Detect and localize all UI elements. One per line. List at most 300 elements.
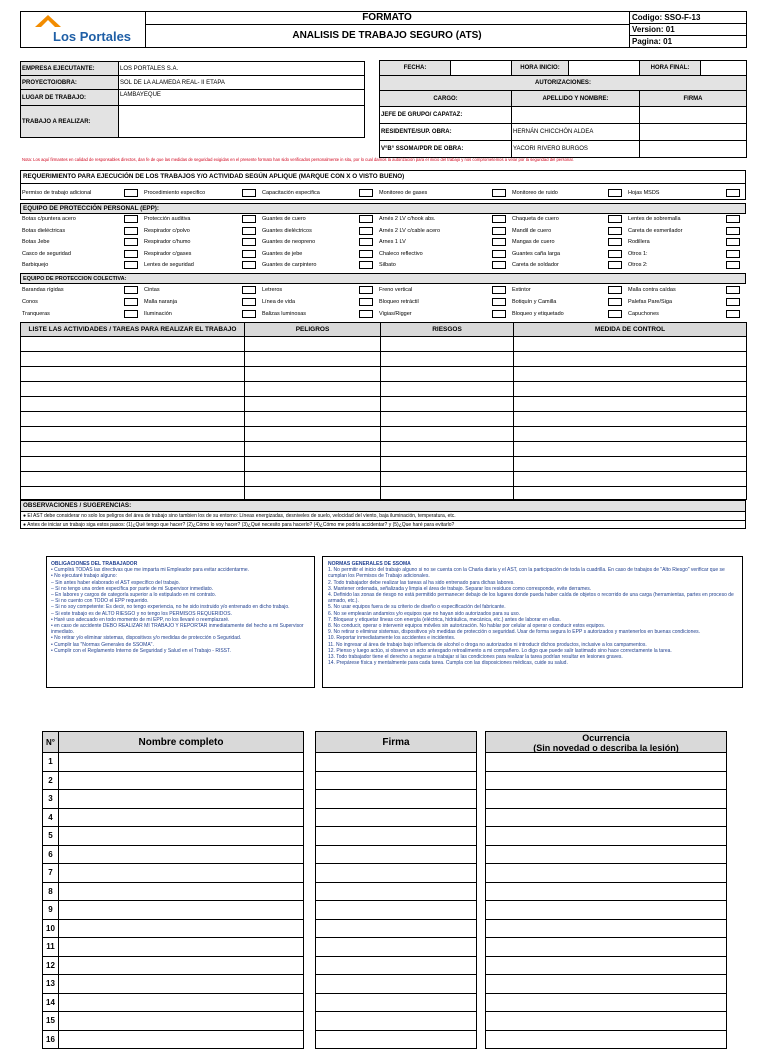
checklist-label: Cintas: [144, 287, 160, 293]
checkbox[interactable]: [359, 261, 373, 269]
checkbox[interactable]: [492, 250, 506, 258]
norma-line: 10. Reportar inmediatamente los accidentes e incidentes.: [328, 635, 737, 641]
residente-label: RESIDENTE/SUP. OBRA:: [380, 124, 512, 141]
checklist-label: Careta de esmerilador: [628, 228, 682, 234]
row-number: 2: [42, 772, 59, 791]
jefe-label: JEFE DE GRUPO/ CAPATAZ:: [380, 107, 512, 124]
checklist-label: Guantes de cuero: [262, 216, 306, 222]
empresa-label: EMPRESA EJECUTANTE:: [21, 62, 119, 76]
norma-line: 5. No usar equipos fuera de su criterio de diseño o especificación del fabricante.: [328, 604, 737, 610]
firma-cell[interactable]: [315, 920, 477, 939]
row-number: 12: [42, 957, 59, 976]
checklist-label: Permiso de trabajo adicional: [22, 190, 91, 196]
checkbox[interactable]: [608, 261, 622, 269]
checklist-label: Procedimiento especifico: [144, 190, 205, 196]
checkbox[interactable]: [242, 298, 256, 306]
firma-cell[interactable]: [315, 1012, 477, 1031]
checkbox[interactable]: [492, 261, 506, 269]
pagina: Pagina: 01: [630, 36, 747, 47]
lugar-value: LAMBAYEQUE: [119, 90, 365, 106]
checkbox[interactable]: [726, 250, 740, 258]
obligaciones-title: OBLIGACIONES DEL TRABAJADOR: [51, 561, 310, 567]
actividades-cell[interactable]: [514, 337, 746, 352]
checklist-label: Otros 1:: [628, 251, 648, 257]
firma-cell[interactable]: [315, 994, 477, 1013]
checkbox[interactable]: [726, 310, 740, 318]
row-number: 3: [42, 790, 59, 809]
normas-box: [322, 556, 743, 688]
page-title: ANALISIS DE TRABAJO SEGURO (ATS): [145, 25, 629, 47]
row-number: 10: [42, 920, 59, 939]
checklist-label: Careta de soldador: [512, 262, 559, 268]
logo-icon: [35, 15, 61, 29]
firma-cell[interactable]: [315, 753, 477, 772]
checkbox[interactable]: [242, 215, 256, 223]
checkbox[interactable]: [608, 286, 622, 294]
checkbox[interactable]: [359, 227, 373, 235]
proyecto-value: SOL DE LA ALAMEDA REAL- II ETAPA: [119, 76, 365, 90]
firma-cell[interactable]: [315, 975, 477, 994]
checkbox[interactable]: [124, 227, 138, 235]
actividades-cell[interactable]: [245, 412, 381, 427]
row-number: 14: [42, 994, 59, 1013]
actividades-table: [20, 322, 747, 500]
firma-cell[interactable]: [315, 790, 477, 809]
ocurrencia-cell[interactable]: [485, 772, 727, 791]
row-number: 5: [42, 827, 59, 846]
checklist-label: Guantes caña larga: [512, 251, 560, 257]
epp-grid: [22, 215, 746, 273]
checklist-label: Guantes de jebe: [262, 251, 302, 257]
ocurrencia-sub: (Sin novedad o describa la lesión): [486, 743, 726, 753]
proyecto-label: PROYECTO/OBRA:: [21, 76, 119, 90]
checkbox[interactable]: [608, 298, 622, 306]
norma-line: 11. No ingresar al área de trabajo bajo influencia de alcohol o droga no autorizados ni introducir dichos productos, inclusive a los campamentos.: [328, 642, 737, 648]
checkbox[interactable]: [726, 215, 740, 223]
actividades-cell[interactable]: [381, 427, 514, 442]
actividades-cell[interactable]: [514, 442, 746, 457]
colectiva-title-bar: [20, 273, 746, 284]
checkbox[interactable]: [608, 215, 622, 223]
checkbox[interactable]: [492, 310, 506, 318]
checklist-label: Guantes dieléctricos: [262, 228, 312, 234]
checklist-label: Palefas Pare/Siga: [628, 299, 672, 305]
nombre-cell[interactable]: [59, 827, 304, 846]
obligacion-line: • en caso de accidente DEBO REALIZAR MI TRABAJO Y REPORTAR inmediatamente del hecho a mi Supervisor inmediato.: [51, 623, 310, 635]
checkbox[interactable]: [242, 310, 256, 318]
checkbox[interactable]: [242, 250, 256, 258]
nombre-cell[interactable]: [59, 1031, 304, 1049]
checkbox[interactable]: [124, 310, 138, 318]
cargo-label: CARGO:: [380, 91, 512, 107]
actividades-cell[interactable]: [245, 457, 381, 472]
row-number: 11: [42, 938, 59, 957]
nombre-cell[interactable]: [59, 957, 304, 976]
actividades-cell[interactable]: [514, 382, 746, 397]
checklist-label: Capuchones: [628, 311, 659, 317]
ocurrencia-cell[interactable]: [485, 753, 727, 772]
obligacion-line: – En labores y cargos de categoría superior a lo estipulado en mi contrato.: [51, 592, 310, 598]
checklist-label: Otros 2:: [628, 262, 648, 268]
residente-name: HERNÁN CHICCHÓN ALDEA: [512, 124, 640, 141]
checklist-label: Iluminación: [144, 311, 172, 317]
observaciones-section: [20, 500, 746, 529]
observaciones-line1: ● El AST debe considerar no solo los peligros del área de trabajo sino tambien los de su entorno: Líneas energizadas, desniveles de suelo, velocidad del viento, baja iluminación, temperatura, etc.: [21, 512, 745, 521]
checkbox[interactable]: [726, 189, 740, 197]
obligacion-line: – Sin antes haber elaborado el AST específico del trabajo.: [51, 580, 310, 586]
normas-list: [328, 567, 737, 666]
actividades-col3: RIESGOS: [381, 323, 514, 337]
checkbox[interactable]: [359, 189, 373, 197]
firma-cell[interactable]: [315, 901, 477, 920]
checklist-label: Silbato: [379, 262, 396, 268]
checklist-label: Malla contra caídas: [628, 287, 676, 293]
checklist-label: Mandil de cuero: [512, 228, 551, 234]
row-number: 16: [42, 1031, 59, 1049]
norma-line: 4. Definido las zonas de riesgo no está permitido permanecer debajo de los lugares donde pueda haber caída de objetos o recorrido de una carga (herramientas, partes en proceso de armado, etc.).: [328, 592, 737, 604]
firma-cell[interactable]: [315, 883, 477, 902]
actividades-cell[interactable]: [381, 472, 514, 487]
checkbox[interactable]: [492, 286, 506, 294]
epp-title-bar: [20, 203, 746, 214]
firma-cell[interactable]: [315, 827, 477, 846]
checkbox[interactable]: [492, 238, 506, 246]
nota-text: Nota: Los aquí firmantes en calidad de responsables directos, dan fe de que las medidas de seguridad exigidas en el presente formato han sido verificados personalmente in situ, por lo cual damos la autorización para el inicio del trabajo y nos comprometemos a velar por la seguridad del personal.: [22, 157, 748, 162]
checklist-label: Botiquín y Camilla: [512, 299, 556, 305]
actividades-cell[interactable]: [21, 367, 245, 382]
ocurrencia-cell[interactable]: [485, 901, 727, 920]
lugar-label: LUGAR DE TRABAJO:: [21, 90, 119, 106]
checkbox[interactable]: [124, 250, 138, 258]
nombre-cell[interactable]: [59, 901, 304, 920]
autorizaciones-table: [379, 60, 747, 158]
nombre-cell[interactable]: [59, 994, 304, 1013]
checkbox[interactable]: [359, 310, 373, 318]
actividades-cell[interactable]: [245, 442, 381, 457]
colectiva-grid: [22, 287, 746, 321]
actividades-cell[interactable]: [245, 337, 381, 352]
actividades-col4: MEDIDA DE CONTROL: [514, 323, 746, 337]
actividades-cell[interactable]: [514, 412, 746, 427]
checkbox[interactable]: [359, 298, 373, 306]
normas-title: NORMAS GENERALES DE SSOMA: [328, 561, 737, 567]
codigo: Codigo: SSO-F-13: [630, 12, 747, 24]
ssoma-label: V°B° SSOMA/PDR DE OBRA:: [380, 141, 512, 158]
actividades-cell[interactable]: [21, 397, 245, 412]
jefe-firma[interactable]: [640, 107, 747, 124]
ocurrencia-cell[interactable]: [485, 938, 727, 957]
row-number: 8: [42, 883, 59, 902]
actividades-cell[interactable]: [245, 352, 381, 367]
actividades-cell[interactable]: [514, 352, 746, 367]
nombre-cell[interactable]: [59, 772, 304, 791]
row-number: 4: [42, 809, 59, 828]
checklist-label: Letreros: [262, 287, 282, 293]
checkbox[interactable]: [242, 227, 256, 235]
norma-line: 2. Todo trabajador debe realizar las tareas al ha sido entrenado para dichas labores.: [328, 580, 737, 586]
checkbox[interactable]: [359, 238, 373, 246]
actividades-cell[interactable]: [21, 472, 245, 487]
epp-title: EQUIPO DE PROTECCIÓN PERSONAL (EPP):: [21, 204, 745, 214]
jefe-name[interactable]: [512, 107, 640, 124]
checklist-label: Barandas rígidas: [22, 287, 64, 293]
obligacion-line: – Si no soy competente: Es decir, no tengo experiencia, no he sido instruido y/o entrenado en dicho trabajo.: [51, 604, 310, 610]
ocurrencia-cell[interactable]: [485, 1031, 727, 1049]
fecha-value[interactable]: [451, 61, 512, 76]
checklist-label: Bloqueo retráctil: [379, 299, 419, 305]
checklist-label: Lentes de seguridad: [144, 262, 194, 268]
row-number: 1: [42, 753, 59, 772]
colectiva-title: EQUIPO DE PROTECCION COLECTIVA:: [21, 274, 745, 284]
checklist-label: Barbiquejo: [22, 262, 48, 268]
actividades-cell[interactable]: [245, 472, 381, 487]
norma-line: 1. No permitir el inicio del trabajo alguno si no se cuenta con la Charla diaria y el AST, con la participación de toda la cuadrilla. En caso de trabajos de "Alto Riesgo" verificar que se cumplan los Permisos de Trabajo adicionales.: [328, 567, 737, 579]
row-number: 7: [42, 864, 59, 883]
header: [20, 11, 747, 48]
checkbox[interactable]: [492, 298, 506, 306]
checkbox[interactable]: [124, 298, 138, 306]
firma-label: FIRMA: [640, 91, 747, 107]
norma-line: 12. Pienso y luego actúo, si observo un acto antesgado retroalimento a mi compañero. Lo digo que puede salir lastimado sino hace correctamente la tarea.: [328, 648, 737, 654]
checkbox[interactable]: [608, 310, 622, 318]
nombre-cell[interactable]: [59, 883, 304, 902]
checklist-label: Monitoreo de ruido: [512, 190, 558, 196]
nombre-header: Nombre completo: [59, 731, 304, 753]
hora-inicio-label: HORA INICIO:: [512, 61, 569, 76]
checkbox[interactable]: [726, 298, 740, 306]
checkbox[interactable]: [124, 261, 138, 269]
row-number: 13: [42, 975, 59, 994]
actividades-cell[interactable]: [381, 412, 514, 427]
ocurrencia-cell[interactable]: [485, 790, 727, 809]
row-number: 6: [42, 846, 59, 865]
obligacion-line: – Si este trabajo es de ALTO RIESGO y no tengo los PERMISOS REQUERIDOS.: [51, 611, 310, 617]
actividades-cell[interactable]: [381, 382, 514, 397]
norma-line: 14. Prepárese física y mentalmente para cada tarea. Cumpla con las disposiciones médicas, cuide su salud.: [328, 660, 737, 666]
actividades-cell[interactable]: [245, 427, 381, 442]
checklist-label: Balizas luminosas: [262, 311, 306, 317]
nombre-cell[interactable]: [59, 809, 304, 828]
logo: [21, 12, 146, 47]
actividades-cell[interactable]: [245, 397, 381, 412]
actividades-cell[interactable]: [21, 382, 245, 397]
nombre-cell[interactable]: [59, 753, 304, 772]
actividades-cell[interactable]: [514, 427, 746, 442]
checklist-label: Botas dieléctricas: [22, 228, 65, 234]
trabajo-value[interactable]: [119, 106, 365, 138]
ocurrencia-cell[interactable]: [485, 994, 727, 1013]
checkbox[interactable]: [124, 238, 138, 246]
checkbox[interactable]: [124, 286, 138, 294]
checklist-label: Respirador c/polvo: [144, 228, 190, 234]
ocurrencia-cell[interactable]: [485, 920, 727, 939]
obligacion-line: • Cumplirá TODAS las directivas que me imparta mi Empleador para evitar accidentarme.: [51, 567, 310, 573]
obligacion-line: • No retirar y/o eliminar sistemas, dispositivos y/o medidas de protección o Seguridad.: [51, 635, 310, 641]
ocurrencia-cell[interactable]: [485, 827, 727, 846]
checkbox[interactable]: [359, 286, 373, 294]
actividades-col2: PELIGROS: [245, 323, 381, 337]
checklist-label: Arnés 2 LV c/cable acero: [379, 228, 440, 234]
checkbox[interactable]: [608, 250, 622, 258]
checklist-label: Rodillera: [628, 239, 650, 245]
checklist-label: Bloqueo y etiquetado: [512, 311, 564, 317]
checkbox[interactable]: [726, 261, 740, 269]
checklist-label: Hojas MSDS: [628, 190, 659, 196]
ocurrencia-cell[interactable]: [485, 883, 727, 902]
fecha-label: FECHA:: [380, 61, 451, 76]
firma-cell[interactable]: [315, 864, 477, 883]
checkbox[interactable]: [359, 215, 373, 223]
actividades-cell[interactable]: [381, 367, 514, 382]
ocurrencia-header: [485, 731, 727, 753]
checkbox[interactable]: [492, 227, 506, 235]
checkbox[interactable]: [726, 286, 740, 294]
checklist-label: Mangas de cuero: [512, 239, 555, 245]
checkbox[interactable]: [124, 189, 138, 197]
checkbox[interactable]: [242, 238, 256, 246]
obligaciones-box: [46, 556, 315, 688]
actividades-cell[interactable]: [21, 457, 245, 472]
firma-cell[interactable]: [315, 1031, 477, 1049]
actividades-cell[interactable]: [245, 382, 381, 397]
checkbox[interactable]: [242, 286, 256, 294]
observaciones-title: OBSERVACIONES / SUGERENCIAS:: [21, 501, 745, 512]
actividades-cell[interactable]: [21, 412, 245, 427]
checkbox[interactable]: [726, 238, 740, 246]
row-number: 9: [42, 901, 59, 920]
checkbox[interactable]: [359, 250, 373, 258]
nombre-cell[interactable]: [59, 846, 304, 865]
checkbox[interactable]: [492, 215, 506, 223]
checkbox[interactable]: [242, 261, 256, 269]
code-box: [629, 12, 747, 47]
nombre-cell[interactable]: [59, 920, 304, 939]
checklist-label: Extintor: [512, 287, 531, 293]
ssoma-firma[interactable]: [640, 141, 747, 158]
firma-header: Firma: [315, 731, 477, 753]
residente-firma[interactable]: [640, 124, 747, 141]
actividades-cell[interactable]: [245, 367, 381, 382]
ocurrencia-cell[interactable]: [485, 809, 727, 828]
nombre-cell[interactable]: [59, 938, 304, 957]
actividades-cell[interactable]: [381, 337, 514, 352]
checklist-label: Botas Jebe: [22, 239, 50, 245]
row-number: 15: [42, 1012, 59, 1031]
ssoma-name: YACORI RIVERO BURGOS: [512, 141, 640, 158]
checklist-label: Chaleco reflectivo: [379, 251, 423, 257]
requerimiento-title: REQUERIMIENTO PARA EJECUCIÓN DE LOS TRABAJOS Y/O ACTIVIDAD SEGÚN APLIQUE (MARQUE CON X O VISTO BUENO): [21, 171, 745, 184]
actividades-cell[interactable]: [21, 442, 245, 457]
actividades-col1: LISTE LAS ACTIVIDADES / TAREAS PARA REALIZAR EL TRABAJO: [21, 323, 245, 337]
firma-cell[interactable]: [315, 846, 477, 865]
info-table: [20, 61, 365, 138]
actividades-cell[interactable]: [21, 427, 245, 442]
actividades-cell[interactable]: [21, 337, 245, 352]
autorizaciones-label: AUTORIZACIONES:: [380, 76, 747, 91]
norma-line: 13. Todo trabajador tiene el derecho a negarse a trabajar si las condiciones para realizar la tarea podrían resultar en lesiones graves.: [328, 654, 737, 660]
observaciones-line2: ● Antes de iniciar un trabajo siga estos pasos: (1)¿Qué tengo que hacer? (2)¿Cómo lo voy hacer? (3)¿Qué necesito para hacerlo? (4)¿Cómo me podría accidentar? y (5)¿Que haré para evitarlo?: [21, 521, 745, 529]
firma-cell[interactable]: [315, 772, 477, 791]
obligacion-line: • Cumplir las "Normas Generales de SSOMA".: [51, 642, 310, 648]
actividades-cell[interactable]: [381, 457, 514, 472]
obligaciones-list: [51, 567, 310, 654]
checklist-label: Monitoreo de gases: [379, 190, 427, 196]
firma-cell[interactable]: [315, 957, 477, 976]
hora-final-label: HORA FINAL:: [640, 61, 701, 76]
checkbox[interactable]: [492, 189, 506, 197]
checklist-label: Chaqueta de cuero: [512, 216, 559, 222]
formato-label: FORMATO: [145, 12, 629, 25]
hora-final-value[interactable]: [701, 61, 747, 76]
actividades-cell[interactable]: [514, 472, 746, 487]
logo-text: Los Portales: [53, 29, 131, 44]
trabajo-label: TRABAJO A REALIZAR:: [21, 106, 119, 138]
actividades-cell[interactable]: [514, 457, 746, 472]
ocurrencia-cell[interactable]: [485, 1012, 727, 1031]
actividades-cell[interactable]: [381, 442, 514, 457]
checklist-label: Malla naranja: [144, 299, 177, 305]
checklist-label: Arnes 1 LV: [379, 239, 406, 245]
nombre-cell[interactable]: [59, 864, 304, 883]
norma-line: 6. No se emplearán andamios y/o equipos que no hayan sido autorizados para su uso.: [328, 611, 737, 617]
hora-inicio-value[interactable]: [569, 61, 640, 76]
checklist-label: Arnés 2 LV c/hook abs.: [379, 216, 435, 222]
obligacion-line: – Si no cuento con TODO el EPP requerido.: [51, 598, 310, 604]
obligacion-line: • Haré uso adecuado en todo momento de mi EPP, no los llevaré o reemplazaré.: [51, 617, 310, 623]
obligacion-line: – Si no tengo una orden específica por parte de mi Supervisor inmediato.: [51, 586, 310, 592]
checklist-label: Línea de vida: [262, 299, 295, 305]
checkbox[interactable]: [608, 238, 622, 246]
actividades-cell[interactable]: [381, 352, 514, 367]
checkbox[interactable]: [242, 189, 256, 197]
checklist-label: Capacitación especifica: [262, 190, 320, 196]
checklist-label: Guantes de carpintero: [262, 262, 316, 268]
checkbox[interactable]: [608, 227, 622, 235]
firma-cell[interactable]: [315, 809, 477, 828]
ocurrencia-cell[interactable]: [485, 957, 727, 976]
checklist-label: Conos: [22, 299, 38, 305]
checklist-label: Vigias/Rigger: [379, 311, 412, 317]
nombre-cell[interactable]: [59, 1012, 304, 1031]
checkbox[interactable]: [608, 189, 622, 197]
checklist-label: Lentes de sobremalla: [628, 216, 681, 222]
norma-line: 7. Bloquear y etiquetar líneas con energía (eléctrica, hidráulica, mecánica, etc.) antes de laborar en ellas.: [328, 617, 737, 623]
ocurrencia-cell[interactable]: [485, 846, 727, 865]
checklist-label: Protección auditiva: [144, 216, 190, 222]
ocurrencia-cell[interactable]: [485, 975, 727, 994]
checkbox[interactable]: [726, 227, 740, 235]
nombre-cell[interactable]: [59, 790, 304, 809]
checklist-label: Botas c/puntera acero: [22, 216, 76, 222]
ocurrencia-label: Ocurrencia: [486, 733, 726, 743]
nombre-cell[interactable]: [59, 975, 304, 994]
checklist-label: Respirador c/humo: [144, 239, 190, 245]
firma-cell[interactable]: [315, 938, 477, 957]
norma-line: 3. Mantener ordenada, señalizada y limpia el área de trabajo. Separar los residuos como corresponde, evite derrames.: [328, 586, 737, 592]
actividades-cell[interactable]: [21, 352, 245, 367]
checklist-label: Respirador c/gases: [144, 251, 191, 257]
checklist-label: Freno vertical: [379, 287, 412, 293]
checklist-label: Guantes de neopreno: [262, 239, 315, 245]
actividades-cell[interactable]: [381, 397, 514, 412]
actividades-cell[interactable]: [514, 367, 746, 382]
ocurrencia-cell[interactable]: [485, 864, 727, 883]
actividades-cell[interactable]: [514, 397, 746, 412]
obligacion-line: • Cumplir con el Reglamento Interno de Seguridad y Salud en el Trabajo - RISST.: [51, 648, 310, 654]
checklist-label: Casco de seguridad: [22, 251, 71, 257]
obligacion-line: • No ejecutaré trabajo alguno:: [51, 573, 310, 579]
checkbox[interactable]: [124, 215, 138, 223]
